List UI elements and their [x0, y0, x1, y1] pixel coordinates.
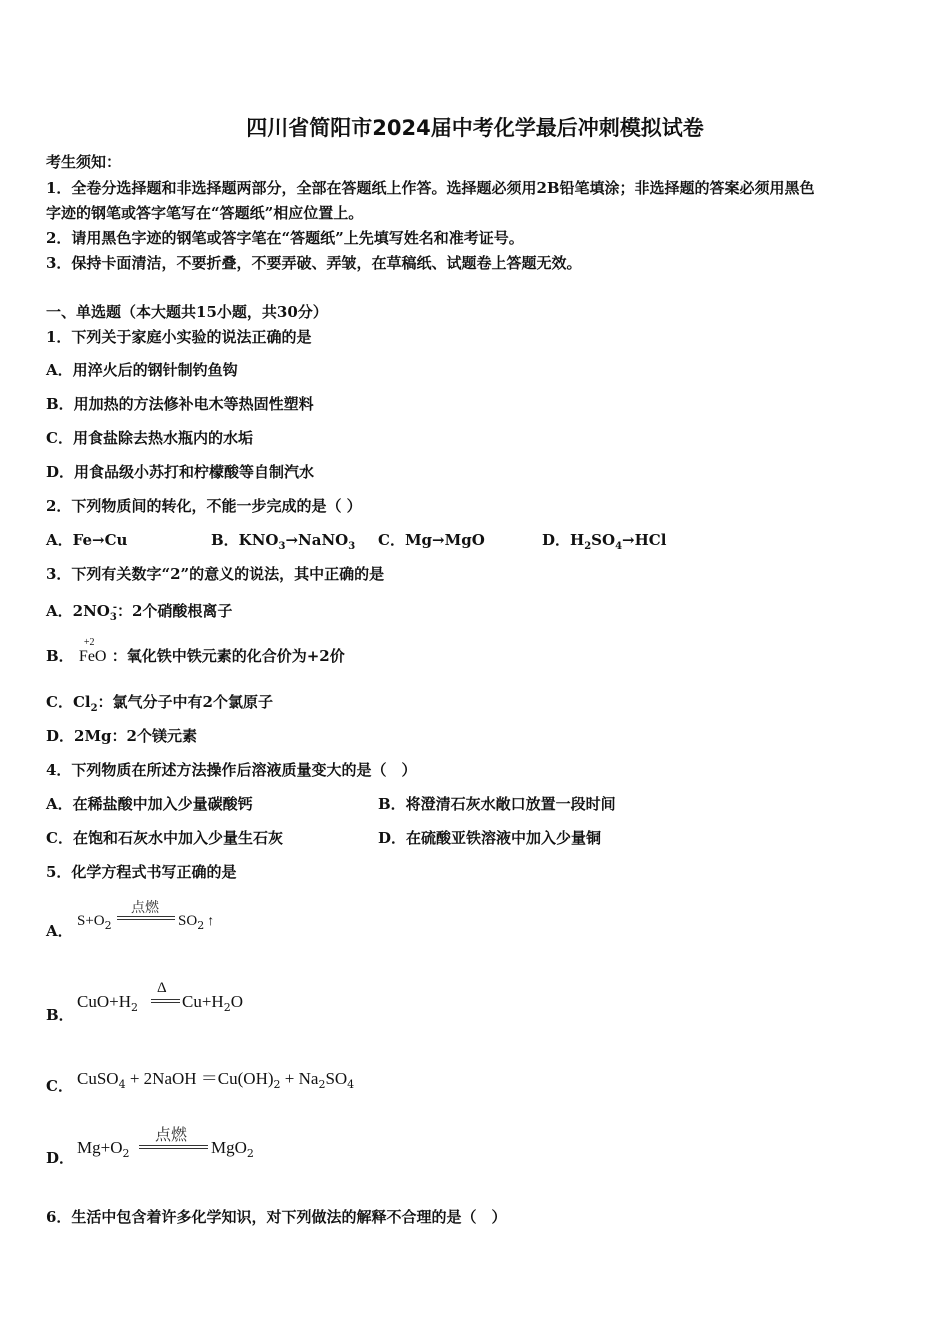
q5-option-a-label: A． [46, 922, 73, 940]
q2-option-a: A．Fe→Cu [46, 531, 128, 549]
q5-option-b-equation: $CuO+H_2$ [77, 992, 138, 1015]
q5-option-b-condition: Δ [157, 980, 167, 996]
q5-option-a-product: $SO_2$ ↑ [178, 913, 215, 933]
q5-option-d-equals [139, 1145, 208, 1149]
q5-stem: 5．化学方程式书写正确的是 [46, 863, 237, 881]
q3-stem: 3．下列有关数字“2”的意义的说法，其中正确的是 [46, 565, 385, 583]
q1-stem: 1．下列关于家庭小实验的说法正确的是 [46, 328, 312, 346]
q5-option-a-equation: $S+O_2$ [77, 913, 112, 933]
section-heading: 一、单选题（本大题共15小题，共30分） [46, 303, 328, 321]
q2-stem: 2．下列物质间的转化，不能一步完成的是（ ） [46, 497, 362, 515]
q5-option-a-condition: 点燃 [131, 901, 159, 916]
q5-option-d-condition: 点燃 [155, 1127, 188, 1144]
q3-option-c: C．$Cl_2$：氯气分子中有2个氯原子 [46, 693, 273, 714]
q3-option-d: D．2Mg：2个镁元素 [46, 727, 197, 745]
q5-option-b-label: B． [46, 1006, 74, 1024]
q5-option-d-label: D． [46, 1149, 75, 1167]
q3-option-a: A．$2NO_3^-$：2个硝酸根离子 [46, 602, 233, 623]
q5-option-b-product: $Cu+H_2O$ [182, 992, 243, 1015]
q4-option-b: B．将澄清石灰水敞口放置一段时间 [378, 795, 616, 813]
valence-mark: +2 [83, 637, 95, 648]
q1-option-c: C．用食盐除去热水瓶内的水垢 [46, 429, 253, 447]
page-title: 四川省简阳市2024届中考化学最后冲刺模拟试卷 [246, 116, 704, 140]
q5-option-c-equation: CuSO$_4$ + 2NaOH $=Cu(OH)_2 + Na_2SO_4$ [77, 1069, 355, 1092]
notice-line-4: 3．保持卡面清洁，不要折叠，不要弄破、弄皱，在草稿纸、试题卷上答题无效。 [46, 254, 582, 272]
q2-option-b: B．$KNO_3\to NaNO_3$ [211, 531, 356, 552]
q2-option-c: C．Mg→MgO [378, 531, 485, 549]
notice-line-3: 2．请用黑色字迹的钢笔或答字笔在“答题纸”上先填写姓名和准考证号。 [46, 229, 524, 247]
q5-option-d-product: MgO$_2$ [211, 1138, 254, 1161]
q1-option-b: B．用加热的方法修补电木等热固性塑料 [46, 395, 314, 413]
q5-option-c-label: C． [46, 1077, 73, 1095]
q1-option-d: D．用食品级小苏打和柠檬酸等自制汽水 [46, 463, 315, 481]
q3-option-b: B． +2 FeO ：氧化铁中铁元素的化合价为+2价 [46, 646, 345, 667]
q5-option-d-equation: $Mg+O_2$ [77, 1138, 130, 1161]
feo-formula: FeO [78, 648, 107, 665]
notice-line-1: 1．全卷分选择题和非选择题两部分，全部在答题纸上作答。选择题必须用2B铅笔填涂；非选择题的答案必须用黑色 [46, 179, 815, 197]
q5-option-a-equals [117, 916, 175, 920]
q2-option-d: D．$H_2SO_4\to HCl$ [542, 531, 667, 552]
q4-option-c: C．在饱和石灰水中加入少量生石灰 [46, 829, 283, 847]
notice-heading: 考生须知： [46, 153, 122, 171]
q4-stem: 4．下列物质在所述方法操作后溶液质量变大的是（ ） [46, 761, 417, 779]
q5-option-b-equals [151, 999, 180, 1003]
q4-option-d: D．在硫酸亚铁溶液中加入少量铜 [378, 829, 602, 847]
q4-option-a: A．在稀盐酸中加入少量碳酸钙 [46, 795, 253, 813]
notice-line-2: 字迹的钢笔或答字笔写在“答题纸”相应位置上。 [46, 204, 364, 222]
q1-option-a: A．用淬火后的钢针制钓鱼钩 [46, 361, 238, 379]
q6-stem: 6．生活中包含着许多化学知识，对下列做法的解释不合理的是（ ） [46, 1208, 507, 1226]
